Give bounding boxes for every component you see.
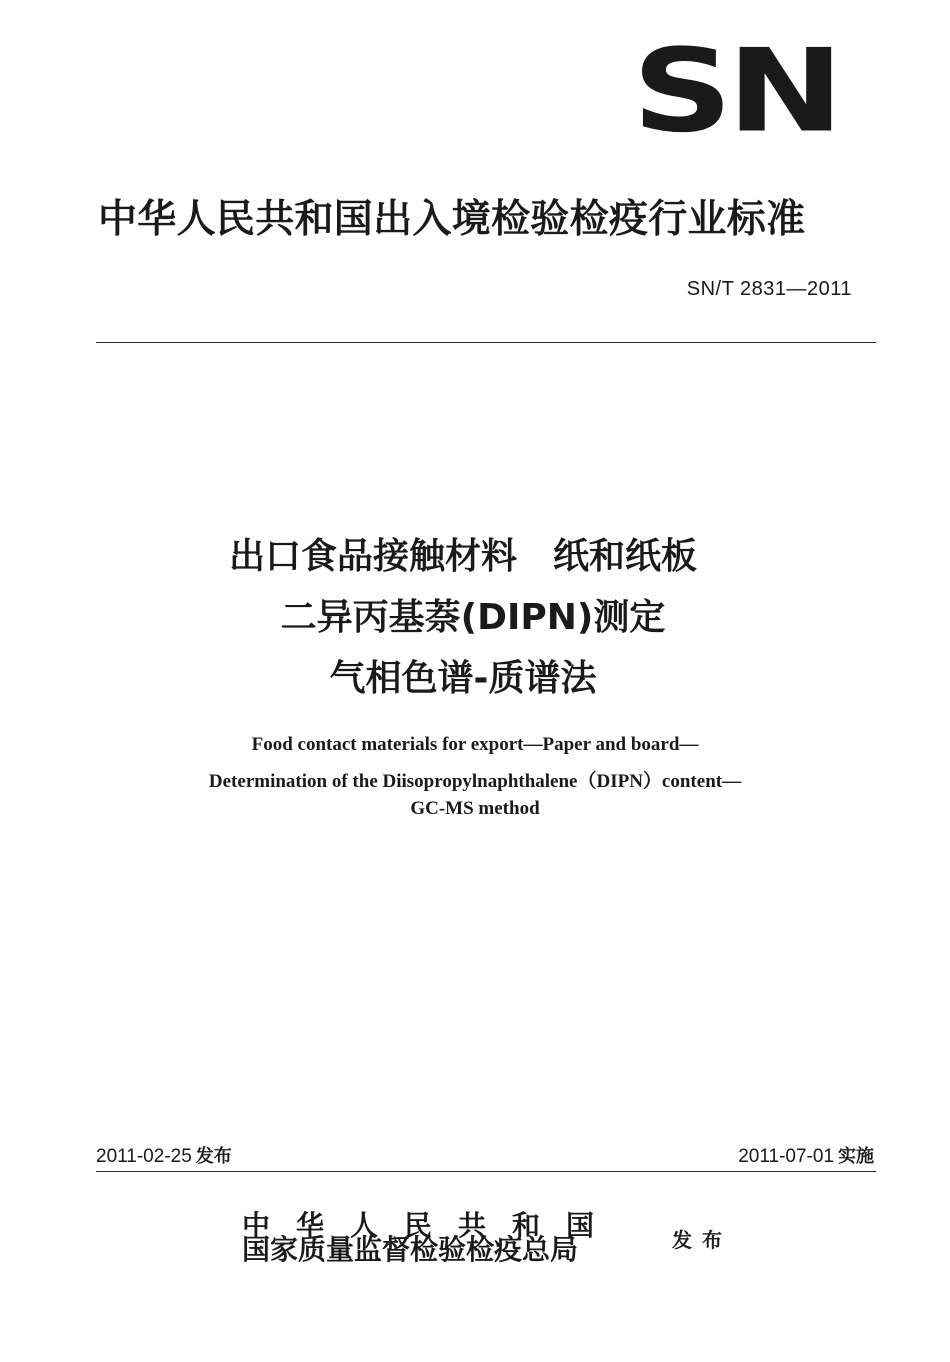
issuer-line-2: 国家质量监督检验检疫总局 bbox=[242, 1233, 579, 1266]
standard-number: SN/T 2831—2011 bbox=[686, 278, 852, 300]
implementation-date-value: 2011-07-01 bbox=[738, 1146, 834, 1167]
implementation-date bbox=[738, 1142, 874, 1168]
issuer-line-1: 中华人民共和国 bbox=[242, 1209, 621, 1242]
issue-date bbox=[96, 1142, 232, 1168]
bottom-divider bbox=[96, 1171, 876, 1172]
english-title-line-1: Food contact materials for export—Paper and board— bbox=[251, 734, 699, 755]
issuer-action: 发布 bbox=[672, 1228, 732, 1252]
english-title-line-3: GC-MS method bbox=[410, 798, 540, 819]
chinese-title-line-2: 二异丙基萘(DIPN)测定 bbox=[280, 597, 666, 638]
implementation-date-label: 实施 bbox=[838, 1146, 874, 1167]
issue-date-value: 2011-02-25 bbox=[96, 1146, 192, 1167]
industry-standard-heading: 中华人民共和国出入境检验检疫行业标准 bbox=[98, 197, 806, 242]
sn-logo: SN bbox=[632, 24, 838, 159]
chinese-title-line-3: 气相色谱-质谱法 bbox=[329, 658, 597, 699]
issue-date-label: 发布 bbox=[195, 1146, 232, 1167]
chinese-title-line-1: 出口食品接触材料 纸和纸板 bbox=[228, 536, 697, 577]
top-divider bbox=[96, 342, 876, 343]
english-title-line-2: Determination of the Diisopropylnaphthalene（DIPN）content— bbox=[208, 771, 742, 792]
